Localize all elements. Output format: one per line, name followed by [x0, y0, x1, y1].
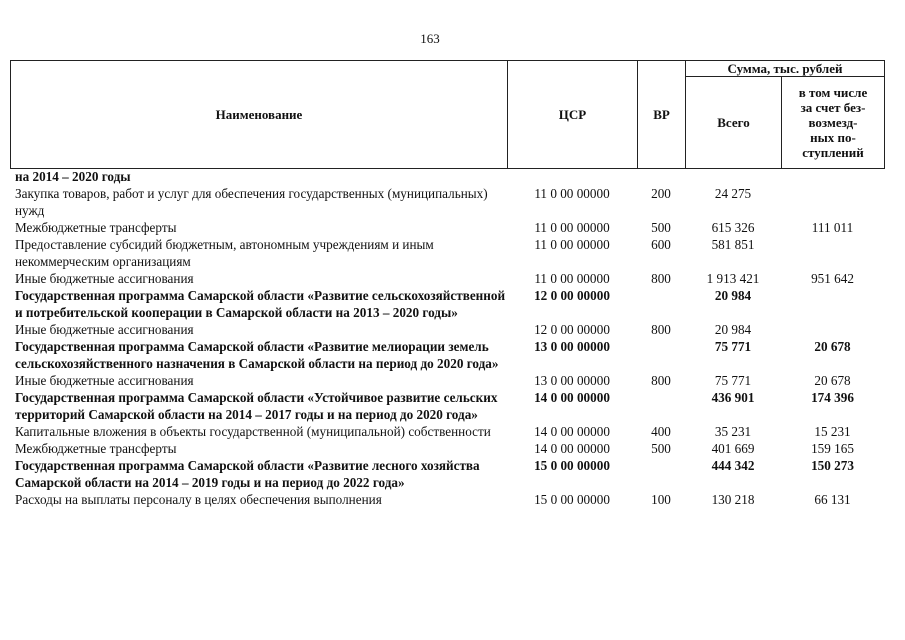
cell-free: 159 165 [811, 441, 854, 456]
header-free-line: ных по- [810, 130, 856, 145]
cell-vr: 600 [651, 237, 671, 252]
table-row [10, 185, 884, 219]
header-sum: Сумма, тыс. рублей [686, 61, 885, 77]
cell-free: 20 678 [814, 373, 851, 388]
cell-total: 444 342 [711, 458, 755, 473]
cell-free: 20 678 [814, 339, 851, 354]
table-row [10, 423, 884, 440]
cell-name: Расходы на выплаты персоналу в целях обеспечения выполнения [15, 492, 382, 507]
page-number: 163 [420, 31, 440, 46]
cell-csr: 14 0 00 00000 [534, 424, 610, 439]
cell-total: 20 984 [714, 288, 752, 303]
table-row [10, 287, 884, 321]
cell-vr: 400 [651, 424, 671, 439]
cell-csr: 14 0 00 00000 [534, 441, 610, 456]
cell-vr: 500 [651, 441, 671, 456]
cell-vr: 500 [651, 220, 671, 235]
table-body [10, 168, 884, 508]
cell-free: 66 131 [814, 492, 851, 507]
cell-vr: 800 [651, 322, 671, 337]
cell-free: 111 011 [811, 220, 854, 235]
header-vr: ВР [638, 61, 686, 169]
table-row [10, 389, 884, 423]
cell-csr: 14 0 00 00000 [534, 390, 610, 405]
cell-total: 24 275 [714, 186, 752, 201]
cell-name: Иные бюджетные ассигнования [15, 373, 194, 388]
table-header [10, 60, 885, 169]
cell-name: Иные бюджетные ассигнования [15, 322, 194, 337]
cell-csr: 13 0 00 00000 [534, 339, 610, 354]
cell-total: 35 231 [714, 424, 752, 439]
cell-csr: 15 0 00 00000 [534, 492, 610, 507]
table-row [10, 491, 884, 508]
table-row [10, 168, 884, 185]
header-total: Всего [686, 77, 782, 169]
cell-name: Межбюджетные трансферты [15, 220, 177, 235]
cell-total: 1 913 421 [706, 271, 760, 286]
cell-vr: 100 [651, 492, 671, 507]
cell-total: 581 851 [711, 237, 755, 252]
cell-csr: 12 0 00 00000 [534, 288, 610, 303]
cell-name: Межбюджетные трансферты [15, 441, 177, 456]
table-row [10, 236, 884, 270]
cell-csr: 11 0 00 00000 [534, 186, 610, 201]
table-row [10, 270, 884, 287]
cell-total: 615 326 [711, 220, 755, 235]
cell-free: 150 273 [811, 458, 854, 473]
cell-name: Капитальные вложения в объекты государственной (муниципальной) собственности [15, 424, 491, 439]
cell-name: Иные бюджетные ассигнования [15, 271, 194, 286]
cell-total: 401 669 [711, 441, 755, 456]
cell-total: 436 901 [711, 390, 755, 405]
cell-total: 20 984 [714, 322, 752, 337]
table-row [10, 219, 884, 236]
cell-free: 15 231 [814, 424, 851, 439]
cell-free: 951 642 [811, 271, 854, 286]
cell-vr: 800 [651, 373, 671, 388]
cell-name: Государственная программа Самарской области «Устойчивое развитие сельских территорий Самарской области на 2014 – 2017 годы и на период до 2020 года» [15, 390, 498, 422]
header-free [782, 77, 885, 169]
cell-name: Государственная программа Самарской области «Развитие сельскохозяйственной и потребительской кооперации в Самарской области на 2013 – 2020 годы» [15, 288, 506, 320]
cell-csr: 11 0 00 00000 [534, 220, 610, 235]
cell-total: 75 771 [714, 339, 752, 354]
table-row [10, 321, 884, 338]
cell-csr: 13 0 00 00000 [534, 373, 610, 388]
header-csr: ЦСР [508, 61, 638, 169]
header-free-line: в том числе [798, 85, 868, 100]
header-name: Наименование [11, 61, 508, 169]
cell-csr: 11 0 00 00000 [534, 271, 610, 286]
cell-csr: 12 0 00 00000 [534, 322, 610, 337]
cell-total: 75 771 [714, 373, 752, 388]
table-row [10, 372, 884, 389]
table-row [10, 457, 884, 491]
table-row [10, 338, 884, 372]
cell-vr: 800 [651, 271, 671, 286]
table-row [10, 440, 884, 457]
cell-name: Предоставление субсидий бюджетным, автономным учреждениям и иным некоммерческим организациям [15, 237, 434, 269]
cell-name: Закупка товаров, работ и услуг для обеспечения государственных (муниципальных) нужд [15, 186, 488, 218]
cell-name: на 2014 – 2020 годы [15, 169, 131, 184]
header-free-line: за счет без- [800, 100, 866, 115]
cell-vr: 200 [651, 186, 671, 201]
cell-csr: 15 0 00 00000 [534, 458, 610, 473]
cell-total: 130 218 [711, 492, 755, 507]
header-free-line: возмезд- [808, 115, 858, 130]
header-free-line: ступлений [802, 145, 864, 160]
cell-csr: 11 0 00 00000 [534, 237, 610, 252]
cell-name: Государственная программа Самарской области «Развитие мелиорации земель сельскохозяйственного назначения в Самарской области на период до 2020 года» [15, 339, 499, 371]
cell-free: 174 396 [811, 390, 854, 405]
cell-name: Государственная программа Самарской области «Развитие лесного хозяйства Самарской области на 2014 – 2019 годы и на период до 2022 года» [15, 458, 480, 490]
